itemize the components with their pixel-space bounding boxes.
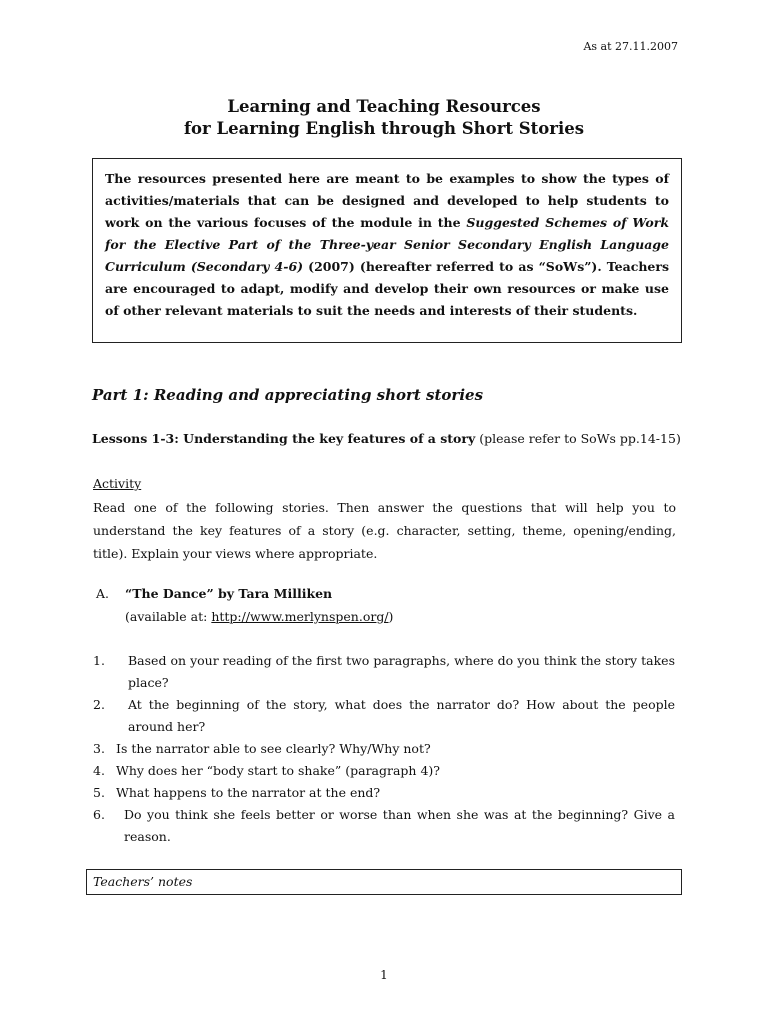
page-number: 1 (380, 968, 388, 982)
activity-heading: Activity (93, 476, 142, 491)
teachers-notes-box (86, 869, 682, 895)
story-heading (96, 586, 332, 601)
intro-box (92, 158, 682, 343)
question-text: Is the narrator able to see clearly? Why/Why not? (116, 741, 431, 756)
story-letter: A. (96, 586, 110, 601)
question-item (93, 650, 675, 694)
title-line-1: Learning and Teaching Resources (227, 97, 541, 116)
question-text: Do you think she feels better or worse than when she was at the beginning? Give a reason. (124, 807, 675, 844)
lessons-line (92, 431, 681, 446)
question-text: At the beginning of the story, what does the narrator do? How about the people around her? (128, 697, 675, 734)
question-number: 6. (93, 807, 105, 822)
question-number: 5. (93, 785, 105, 800)
lessons-title: Lessons 1-3: Understanding the key features of a story (92, 431, 476, 446)
story-availability (125, 609, 393, 624)
question-text: Why does her “body start to shake” (paragraph 4)? (116, 763, 440, 778)
document-title (0, 96, 768, 140)
question-text: What happens to the narrator at the end? (116, 785, 381, 800)
lessons-reference: (please refer to SoWs pp.14-15) (475, 431, 681, 446)
question-number: 2. (93, 697, 105, 712)
question-text: Based on your reading of the first two paragraphs, where do you think the story takes place? (128, 653, 675, 690)
story-link[interactable]: http://www.merlynspen.org/ (211, 609, 389, 624)
title-line-2: for Learning English through Short Stories (183, 119, 585, 138)
intro-italic-title: Suggested Schemes of Work for the Elective Part of the Three-year Senior Secondary English Language Curriculum (Secondary 4-6) (105, 215, 669, 274)
avail-suffix: ) (388, 609, 394, 624)
question-item (93, 782, 675, 804)
part-heading: Part 1: Reading and appreciating short stories (92, 386, 484, 404)
story-title: “The Dance” by Tara Milliken (125, 586, 333, 601)
teachers-notes-label: Teachers’ notes (93, 874, 193, 889)
document-date: As at 27.11.2007 (583, 40, 678, 53)
question-number: 3. (93, 741, 105, 756)
question-item (93, 760, 675, 782)
question-item (93, 804, 675, 848)
question-number: 4. (93, 763, 105, 778)
activity-text: Read one of the following stories. Then answer the questions that will help you to understand the key features of a story (e.g. character, setting, theme, opening/ending, title). Explain your views where appropriate. (93, 500, 676, 561)
intro-text-2: (2007) (hereafter referred to as “SoWs”). Teachers are encouraged to adapt, modify and develop their own resources or make use of other relevant materials to suit the needs and interests of their students. (105, 259, 669, 318)
question-item (93, 694, 675, 738)
question-item (93, 738, 675, 760)
intro-text-1: The resources presented here are meant to be examples to show the types of activities/materials that can be designed and developed to help students to work on the various focuses of the module in the (105, 171, 669, 230)
avail-prefix: (available at: (125, 609, 212, 624)
question-number: 1. (93, 653, 105, 668)
